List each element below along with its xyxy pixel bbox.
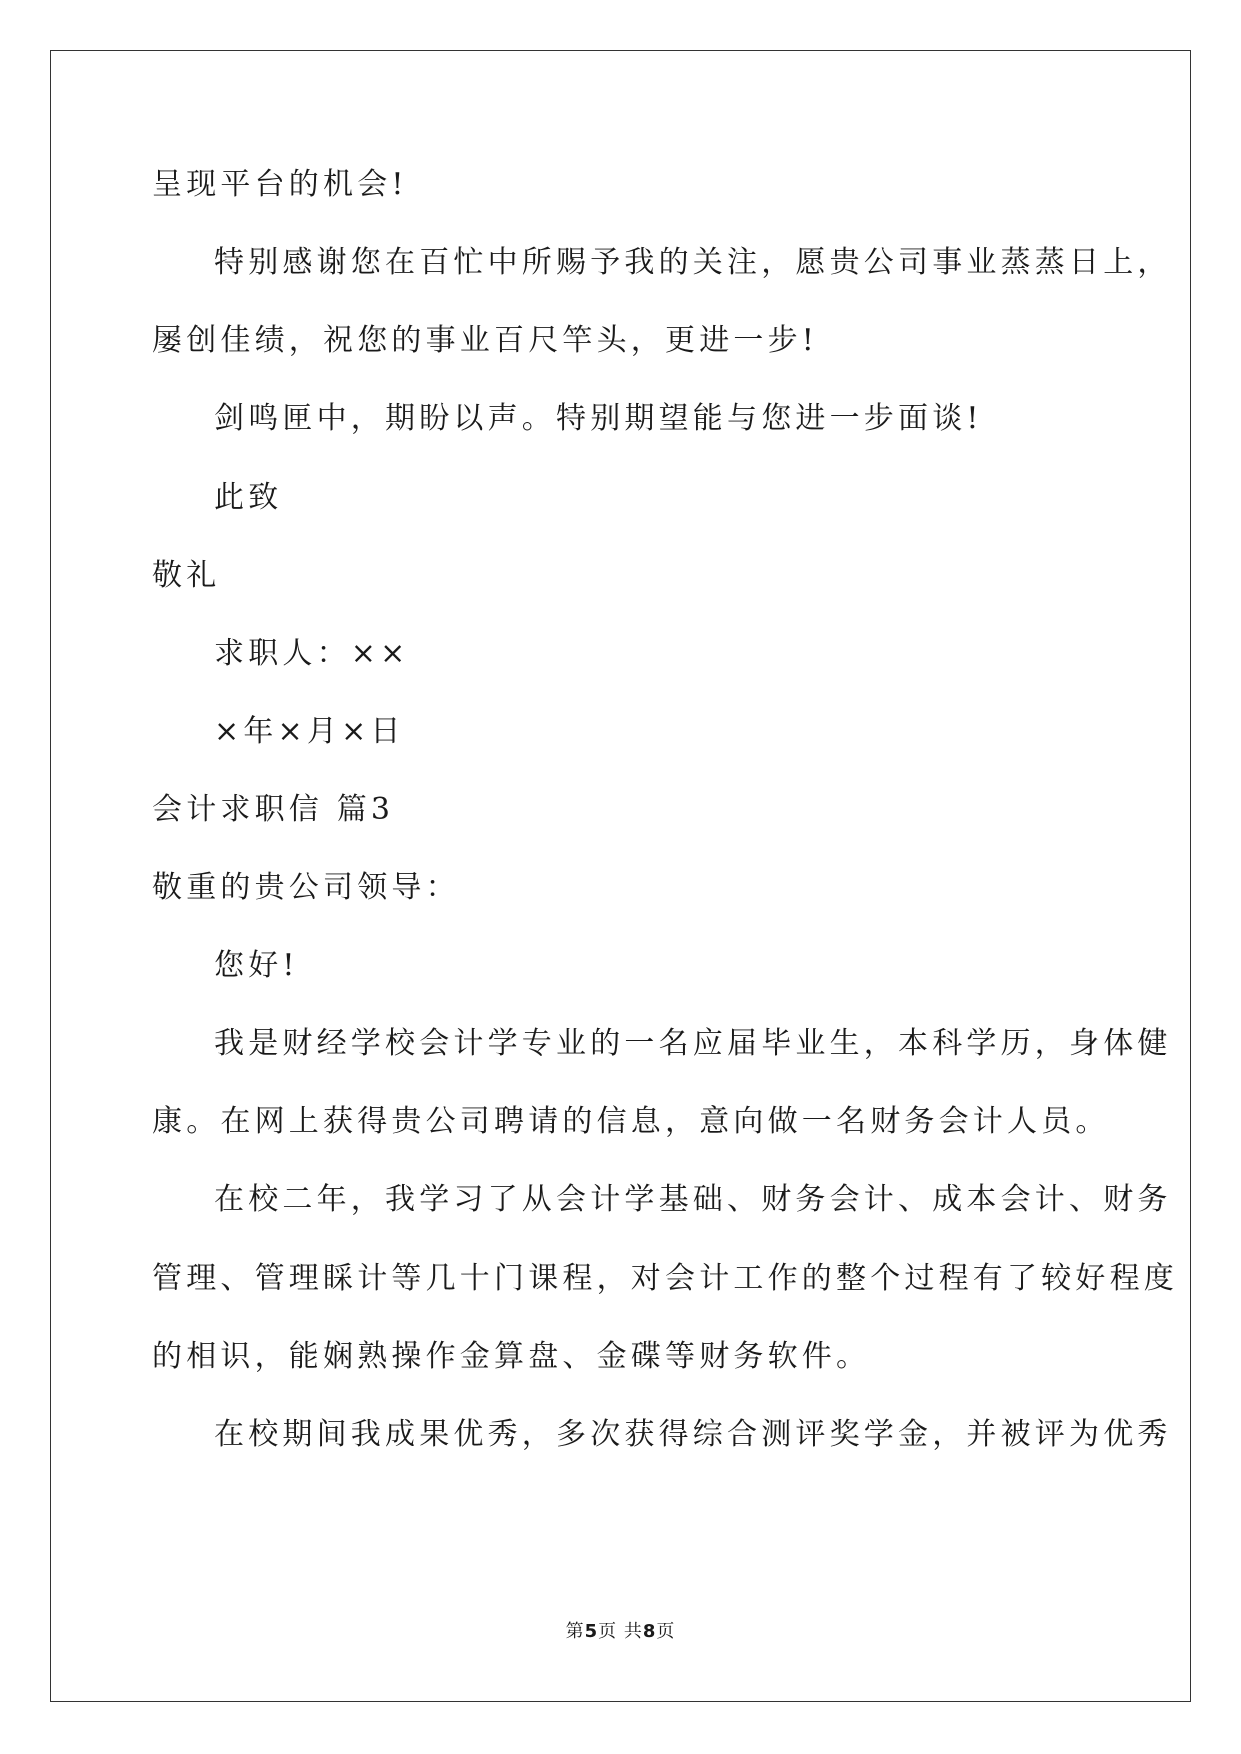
- paragraph-line: 呈现平台的机会!: [152, 167, 408, 202]
- page-label-prefix: 第: [565, 1621, 585, 1642]
- letter-date: ×年×月×日: [214, 714, 405, 749]
- page-label-mid: 页 共: [598, 1621, 643, 1642]
- applicant-name: 求职人：××: [214, 636, 410, 671]
- page-footer: [0, 1617, 1241, 1643]
- paragraph-line: 的相识，能娴熟操作金算盘、金碟等财务软件。: [152, 1339, 871, 1374]
- paragraph-line: 我是财经学校会计学专业的一名应届毕业生，本科学历，身体健: [214, 1026, 1172, 1061]
- section-heading: 会计求职信 篇3: [152, 792, 395, 827]
- greeting-recipient: 敬重的贵公司领导：: [152, 870, 460, 905]
- paragraph-line: 特别感谢您在百忙中所赐予我的关注，愿贵公司事业蒸蒸日上，: [214, 245, 1172, 280]
- total-page-number: 8: [642, 1621, 657, 1642]
- paragraph-line: 剑鸣匣中，期盼以声。特别期望能与您进一步面谈!: [214, 401, 983, 436]
- salutation-closing: 敬礼: [152, 558, 221, 593]
- paragraph-line: 屡创佳绩，祝您的事业百尺竿头，更进一步!: [152, 323, 819, 358]
- greeting: 您好!: [214, 948, 299, 983]
- closing-phrase: 此致: [214, 480, 283, 515]
- paragraph-line: 康。在网上获得贵公司聘请的信息，意向做一名财务会计人员。: [152, 1104, 1110, 1139]
- paragraph-line: 在校二年，我学习了从会计学基础、财务会计、成本会计、财务: [214, 1182, 1172, 1217]
- page-label-suffix: 页: [656, 1621, 676, 1642]
- current-page-number: 5: [584, 1621, 599, 1642]
- paragraph-line: 管理、管理睬计等几十门课程，对会计工作的整个过程有了较好程度: [152, 1261, 1178, 1296]
- paragraph-line: 在校期间我成果优秀，多次获得综合测评奖学金，并被评为优秀: [214, 1417, 1172, 1452]
